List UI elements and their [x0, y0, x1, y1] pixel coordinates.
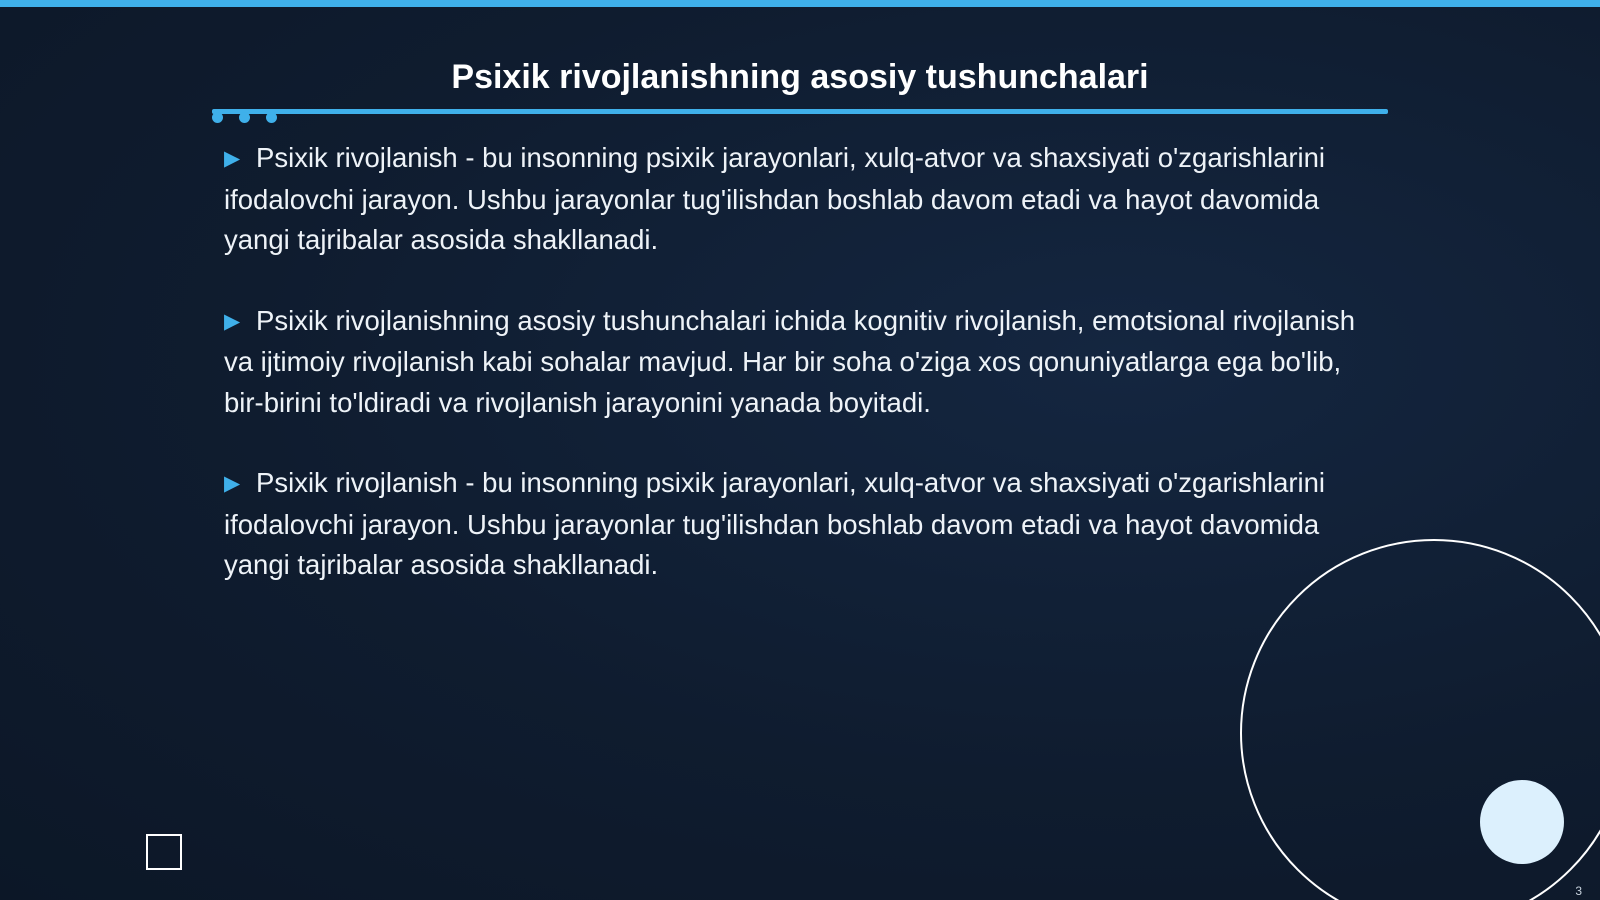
bullet-text: Psixik rivojlanish - bu insonning psixik jarayonlari, xulq-atvor va shaxsiyati o'zgarishlarini ifodalovchi jarayon. Ushbu jarayonlar tug'ilishdan boshlab davom etadi va hayot davomida yangi tajribalar asosida shakllanadi. — [224, 142, 1326, 255]
bullet-item — [224, 301, 1384, 424]
bullet-item — [224, 463, 1384, 586]
triangle-right-icon: ▶ — [224, 309, 241, 333]
decor-dot — [266, 112, 277, 123]
page-number: 3 — [1575, 884, 1582, 898]
bullet-item — [224, 138, 1384, 261]
triangle-right-icon: ▶ — [224, 147, 241, 170]
bullet-text: Psixik rivojlanishning asosiy tushunchalari ichida kognitiv rivojlanish, emotsional rivojlanish va ijtimoiy rivojlanish kabi sohalar mavjud. Har bir soha o'ziga xos qonuniyatlarga ega bo'lib, bir-birini to'ldiradi va rivojlanish jarayonini yanada boyitadi. — [224, 304, 1355, 418]
title-underline — [212, 109, 1388, 114]
decor-circle-filled — [1480, 780, 1564, 864]
decor-square — [146, 834, 182, 870]
top-accent-bar — [0, 0, 1600, 7]
decor-dot — [239, 112, 250, 123]
bullet-list — [224, 138, 1384, 626]
slide-title: Psixik rivojlanishning asosiy tushunchalari — [451, 58, 1149, 96]
bullet-text: Psixik rivojlanish - bu insonning psixik jarayonlari, xulq-atvor va shaxsiyati o'zgarishlarini ifodalovchi jarayon. Ushbu jarayonlar tug'ilishdan boshlab davom etadi va hayot davomida yangi tajribalar asosida shakllanadi. — [224, 467, 1326, 580]
triangle-right-icon: ▶ — [224, 472, 241, 495]
decor-dot — [212, 112, 223, 123]
